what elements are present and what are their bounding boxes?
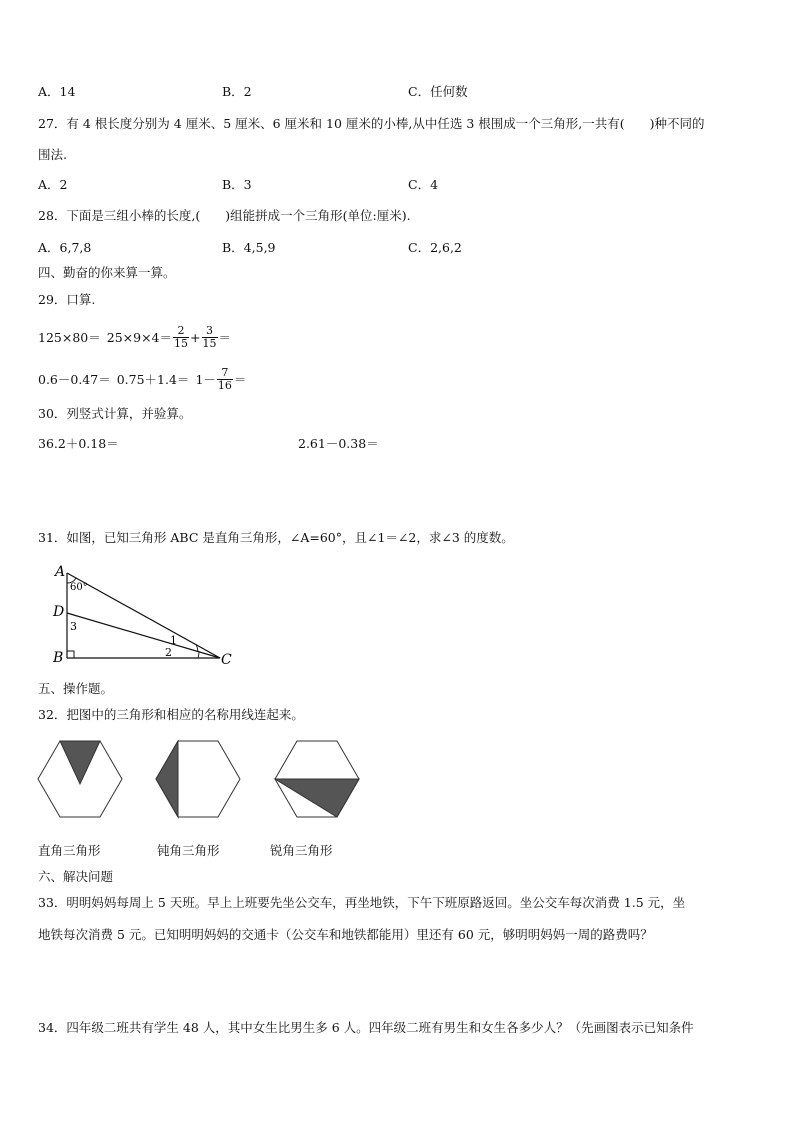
q27-option-c: C．4 [408, 177, 439, 192]
q34-text-line1: 34．四年级二班共有学生 48 人，其中女生比男生多 6 人。四年级二班有男生和女生各多少人？（先画图表示已知条件 [38, 1020, 694, 1035]
section-5-heading: 五、操作题。 [38, 681, 114, 696]
q30-title: 30．列竖式计算，并验算。 [38, 406, 192, 421]
fraction-denominator: 15 [174, 336, 189, 350]
q27-text-line1: 27．有 4 根长度分别为 4 厘米、5 厘米、6 厘米和 10 厘米的小棒,从中任选 3 根围成一个三角形,一共有( )种不同的 [38, 116, 705, 131]
q28-option-b: B．4,5,9 [222, 240, 276, 255]
q29-expr-5: 0.75＋1.4＝ [116, 372, 190, 387]
label-a: A [55, 564, 66, 580]
q29-expr-2: 25×9×4＝ [106, 330, 173, 345]
q32-title: 32．把图中的三角形和相应的名称用线连起来。 [38, 707, 304, 722]
q26-option-c: C．任何数 [408, 84, 468, 99]
q28-option-c: C．2,6,2 [408, 240, 462, 255]
label-b: B [53, 650, 64, 666]
hexagon-3-triangle [275, 779, 359, 817]
hexagon-1-triangle [60, 741, 100, 784]
angle-2-arc [198, 652, 199, 658]
equals-sign: ＝ [218, 330, 232, 345]
label-c: C [221, 652, 232, 668]
label-d: D [53, 604, 65, 620]
q29-title: 29．口算. [38, 292, 96, 307]
q29-expr-1: 125×80＝ [38, 330, 101, 345]
q30-expr-2: 2.61－0.38＝ [298, 436, 379, 451]
q29-expr-4: 0.6－0.47＝ [38, 372, 111, 387]
side-ac [67, 573, 220, 658]
q29-row1 [38, 320, 231, 354]
q29-expr-6-prefix: 1－ [195, 372, 216, 387]
q31-triangle-figure [48, 560, 238, 672]
q33-text-line1: 33．明明妈妈每周上 5 天班。早上上班要先坐公交车，再坐地铁，下午下班原路返回。坐公交车每次消费 1.5 元，坐 [38, 895, 686, 910]
q33-text-line2: 地铁每次消费 5 元。已知明明妈妈的交通卡（公交车和地铁都能用）里还有 60 元，够明明妈妈一周的路费吗？ [38, 927, 653, 942]
label-angle-60: 60° [70, 582, 88, 593]
q32-name-right-triangle: 直角三角形 [38, 843, 101, 858]
section-6-heading: 六、解决问题 [38, 869, 114, 884]
q32-name-obtuse-triangle: 钝角三角形 [157, 843, 220, 858]
q29-fraction-b [202, 325, 218, 350]
q32-hexagon-figures [36, 740, 376, 820]
q26-option-a: A．14 [38, 84, 76, 99]
segment-dc [67, 613, 220, 658]
fraction-numerator: 7 [217, 367, 233, 380]
q28-option-a: A．6,7,8 [38, 240, 92, 255]
section-4-heading: 四、勤奋的你来算一算。 [38, 265, 176, 280]
q29-fraction-a [173, 325, 189, 350]
q28-text: 28．下面是三组小棒的长度,( )组能拼成一个三角形(单位:厘米). [38, 208, 411, 223]
q31-text: 31．如图，已知三角形 ABC 是直角三角形，∠A=60°，且∠1＝∠2，求∠3 的度数。 [38, 530, 514, 545]
fraction-denominator: 15 [202, 336, 217, 350]
q30-expr-1: 36.2＋0.18＝ [38, 436, 119, 451]
right-angle-mark [67, 651, 74, 658]
label-angle-3: 3 [70, 620, 77, 633]
q27-text-line2: 围法. [38, 147, 67, 162]
q26-option-b: B．2 [222, 84, 252, 99]
hexagon-2-triangle [156, 741, 178, 817]
equals-sign: ＝ [233, 372, 247, 387]
fraction-denominator: 16 [217, 378, 232, 392]
fraction-numerator: 2 [173, 325, 189, 338]
plus-sign: + [190, 329, 201, 345]
label-angle-1: 1 [170, 634, 177, 647]
q29-fraction-c [217, 367, 233, 392]
fraction-numerator: 3 [202, 325, 218, 338]
q27-option-a: A．2 [38, 177, 68, 192]
q27-option-b: B．3 [222, 177, 252, 192]
label-angle-2: 2 [165, 646, 172, 659]
q32-name-acute-triangle: 锐角三角形 [270, 843, 333, 858]
q29-row2 [38, 362, 246, 396]
